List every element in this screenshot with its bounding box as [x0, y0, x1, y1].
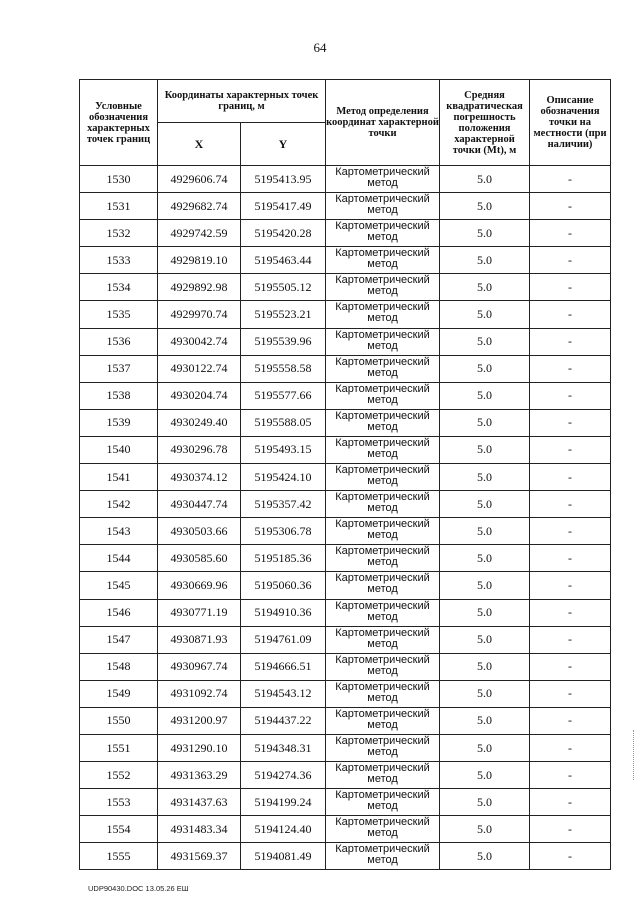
cell-description: -	[530, 491, 611, 518]
table-row	[80, 816, 611, 843]
table-row	[80, 491, 611, 518]
cell-x: 4930374.12	[158, 464, 241, 491]
cell-method: Картометрический метод	[326, 301, 440, 328]
cell-method: Картометрический метод	[326, 491, 440, 518]
cell-description: -	[530, 436, 611, 463]
cell-point-id: 1535	[80, 301, 158, 328]
cell-method: Картометрический метод	[326, 328, 440, 355]
cell-error: 5.0	[440, 762, 530, 789]
cell-error: 5.0	[440, 409, 530, 436]
cell-y: 5194081.49	[241, 843, 326, 870]
cell-y: 5195420.28	[241, 220, 326, 247]
cell-error: 5.0	[440, 599, 530, 626]
cell-description: -	[530, 789, 611, 816]
cell-method: Картометрический метод	[326, 274, 440, 301]
cell-method: Картометрический метод	[326, 816, 440, 843]
cell-point-id: 1536	[80, 328, 158, 355]
cell-y: 5194274.36	[241, 762, 326, 789]
table-row	[80, 762, 611, 789]
cell-y: 5195424.10	[241, 464, 326, 491]
cell-y: 5195577.66	[241, 382, 326, 409]
cell-description: -	[530, 599, 611, 626]
cell-method: Картометрический метод	[326, 409, 440, 436]
cell-description: -	[530, 382, 611, 409]
table-row	[80, 789, 611, 816]
cell-error: 5.0	[440, 382, 530, 409]
cell-error: 5.0	[440, 193, 530, 220]
cell-method: Картометрический метод	[326, 572, 440, 599]
table-row	[80, 436, 611, 463]
cell-point-id: 1551	[80, 734, 158, 761]
cell-description: -	[530, 301, 611, 328]
cell-description: -	[530, 626, 611, 653]
cell-y: 5195558.58	[241, 355, 326, 382]
table-row	[80, 545, 611, 572]
cell-x: 4930042.74	[158, 328, 241, 355]
cell-y: 5194761.09	[241, 626, 326, 653]
header-y: Y	[241, 123, 326, 166]
cell-x: 4931363.29	[158, 762, 241, 789]
cell-x: 4929606.74	[158, 166, 241, 193]
cell-method: Картометрический метод	[326, 436, 440, 463]
table-row	[80, 193, 611, 220]
header-method: Метод определения координат характерной точки	[326, 80, 440, 166]
cell-error: 5.0	[440, 491, 530, 518]
cell-y: 5195357.42	[241, 491, 326, 518]
cell-point-id: 1537	[80, 355, 158, 382]
table-row	[80, 707, 611, 734]
cell-x: 4930871.93	[158, 626, 241, 653]
cell-y: 5195185.36	[241, 545, 326, 572]
cell-description: -	[530, 193, 611, 220]
cell-point-id: 1546	[80, 599, 158, 626]
cell-description: -	[530, 355, 611, 382]
cell-point-id: 1545	[80, 572, 158, 599]
table-body	[80, 166, 611, 870]
table-row	[80, 572, 611, 599]
table-row	[80, 599, 611, 626]
cell-point-id: 1533	[80, 247, 158, 274]
cell-point-id: 1550	[80, 707, 158, 734]
cell-method: Картометрический метод	[326, 599, 440, 626]
table-row	[80, 355, 611, 382]
cell-method: Картометрический метод	[326, 166, 440, 193]
cell-method: Картометрический метод	[326, 193, 440, 220]
table-row	[80, 166, 611, 193]
cell-point-id: 1534	[80, 274, 158, 301]
cell-method: Картометрический метод	[326, 382, 440, 409]
cell-x: 4930967.74	[158, 653, 241, 680]
table-row	[80, 653, 611, 680]
table-row	[80, 518, 611, 545]
cell-y: 5194124.40	[241, 816, 326, 843]
cell-y: 5195588.05	[241, 409, 326, 436]
cell-method: Картометрический метод	[326, 680, 440, 707]
document-footer: UDP90430.DOC 13.05.26 ЕШ	[88, 884, 189, 893]
cell-y: 5195306.78	[241, 518, 326, 545]
cell-y: 5195463.44	[241, 247, 326, 274]
cell-description: -	[530, 734, 611, 761]
cell-point-id: 1548	[80, 653, 158, 680]
cell-x: 4930122.74	[158, 355, 241, 382]
cell-method: Картометрический метод	[326, 789, 440, 816]
cell-method: Картометрический метод	[326, 518, 440, 545]
cell-method: Картометрический метод	[326, 545, 440, 572]
cell-x: 4930204.74	[158, 382, 241, 409]
cell-description: -	[530, 518, 611, 545]
cell-method: Картометрический метод	[326, 762, 440, 789]
cell-method: Картометрический метод	[326, 707, 440, 734]
cell-error: 5.0	[440, 680, 530, 707]
cell-y: 5194199.24	[241, 789, 326, 816]
cell-error: 5.0	[440, 707, 530, 734]
cell-description: -	[530, 464, 611, 491]
cell-error: 5.0	[440, 734, 530, 761]
cell-x: 4931569.37	[158, 843, 241, 870]
table-row	[80, 274, 611, 301]
cell-method: Картометрический метод	[326, 355, 440, 382]
header-point-label: Условные обозначения характерных точек границ	[80, 80, 158, 166]
cell-x: 4931437.63	[158, 789, 241, 816]
cell-x: 4930771.19	[158, 599, 241, 626]
cell-description: -	[530, 762, 611, 789]
cell-point-id: 1549	[80, 680, 158, 707]
cell-point-id: 1532	[80, 220, 158, 247]
coordinates-table	[79, 79, 611, 870]
cell-x: 4930503.66	[158, 518, 241, 545]
cell-error: 5.0	[440, 789, 530, 816]
cell-x: 4931483.34	[158, 816, 241, 843]
cell-description: -	[530, 843, 611, 870]
cell-error: 5.0	[440, 436, 530, 463]
cell-x: 4930585.60	[158, 545, 241, 572]
cell-error: 5.0	[440, 220, 530, 247]
cell-error: 5.0	[440, 653, 530, 680]
cell-error: 5.0	[440, 816, 530, 843]
cell-x: 4929819.10	[158, 247, 241, 274]
table-row	[80, 626, 611, 653]
cell-y: 5195493.15	[241, 436, 326, 463]
cell-y: 5195413.95	[241, 166, 326, 193]
table-row	[80, 220, 611, 247]
cell-description: -	[530, 247, 611, 274]
cell-description: -	[530, 572, 611, 599]
cell-description: -	[530, 707, 611, 734]
cell-error: 5.0	[440, 328, 530, 355]
cell-point-id: 1554	[80, 816, 158, 843]
cell-point-id: 1553	[80, 789, 158, 816]
cell-method: Картометрический метод	[326, 626, 440, 653]
cell-point-id: 1540	[80, 436, 158, 463]
cell-method: Картометрический метод	[326, 464, 440, 491]
cell-point-id: 1555	[80, 843, 158, 870]
cell-point-id: 1544	[80, 545, 158, 572]
cell-description: -	[530, 680, 611, 707]
cell-point-id: 1543	[80, 518, 158, 545]
table-row	[80, 680, 611, 707]
cell-description: -	[530, 274, 611, 301]
cell-error: 5.0	[440, 843, 530, 870]
cell-error: 5.0	[440, 572, 530, 599]
cell-error: 5.0	[440, 274, 530, 301]
cell-description: -	[530, 409, 611, 436]
cell-point-id: 1542	[80, 491, 158, 518]
cell-y: 5194910.36	[241, 599, 326, 626]
cell-y: 5194437.22	[241, 707, 326, 734]
cell-point-id: 1539	[80, 409, 158, 436]
cell-point-id: 1538	[80, 382, 158, 409]
table-row	[80, 328, 611, 355]
cell-error: 5.0	[440, 464, 530, 491]
cell-error: 5.0	[440, 355, 530, 382]
cell-error: 5.0	[440, 166, 530, 193]
cell-y: 5195417.49	[241, 193, 326, 220]
header-coords-group: Координаты характерных точек границ, м	[158, 80, 326, 123]
cell-x: 4930296.78	[158, 436, 241, 463]
cell-error: 5.0	[440, 247, 530, 274]
cell-x: 4931200.97	[158, 707, 241, 734]
cell-method: Картометрический метод	[326, 734, 440, 761]
header-error: Средняя квадратическая погрешность положения характерной точки (Mt), м	[440, 80, 530, 166]
cell-error: 5.0	[440, 545, 530, 572]
cell-y: 5195523.21	[241, 301, 326, 328]
cell-description: -	[530, 220, 611, 247]
cell-y: 5194348.31	[241, 734, 326, 761]
cell-y: 5195539.96	[241, 328, 326, 355]
cell-x: 4929970.74	[158, 301, 241, 328]
cell-error: 5.0	[440, 626, 530, 653]
cell-y: 5194666.51	[241, 653, 326, 680]
cell-point-id: 1530	[80, 166, 158, 193]
table-row	[80, 301, 611, 328]
cell-point-id: 1541	[80, 464, 158, 491]
table-row	[80, 464, 611, 491]
cell-x: 4929892.98	[158, 274, 241, 301]
header-x: X	[158, 123, 241, 166]
table-row	[80, 843, 611, 870]
cell-x: 4929682.74	[158, 193, 241, 220]
cell-y: 5194543.12	[241, 680, 326, 707]
table-row	[80, 734, 611, 761]
cell-x: 4930447.74	[158, 491, 241, 518]
cell-point-id: 1531	[80, 193, 158, 220]
table-row	[80, 409, 611, 436]
cell-error: 5.0	[440, 301, 530, 328]
cell-description: -	[530, 816, 611, 843]
cell-y: 5195505.12	[241, 274, 326, 301]
cell-description: -	[530, 653, 611, 680]
cell-x: 4930249.40	[158, 409, 241, 436]
scan-artifact	[633, 730, 636, 780]
cell-x: 4931290.10	[158, 734, 241, 761]
table-row	[80, 382, 611, 409]
cell-description: -	[530, 545, 611, 572]
cell-error: 5.0	[440, 518, 530, 545]
table-row	[80, 247, 611, 274]
cell-point-id: 1547	[80, 626, 158, 653]
cell-x: 4931092.74	[158, 680, 241, 707]
cell-y: 5195060.36	[241, 572, 326, 599]
cell-method: Картометрический метод	[326, 220, 440, 247]
page-number: 64	[313, 40, 327, 55]
header-description: Описание обозначения точки на местности (при наличии)	[530, 80, 611, 166]
cell-description: -	[530, 166, 611, 193]
cell-x: 4930669.96	[158, 572, 241, 599]
cell-x: 4929742.59	[158, 220, 241, 247]
cell-method: Картометрический метод	[326, 843, 440, 870]
cell-method: Картометрический метод	[326, 247, 440, 274]
cell-method: Картометрический метод	[326, 653, 440, 680]
cell-point-id: 1552	[80, 762, 158, 789]
cell-description: -	[530, 328, 611, 355]
